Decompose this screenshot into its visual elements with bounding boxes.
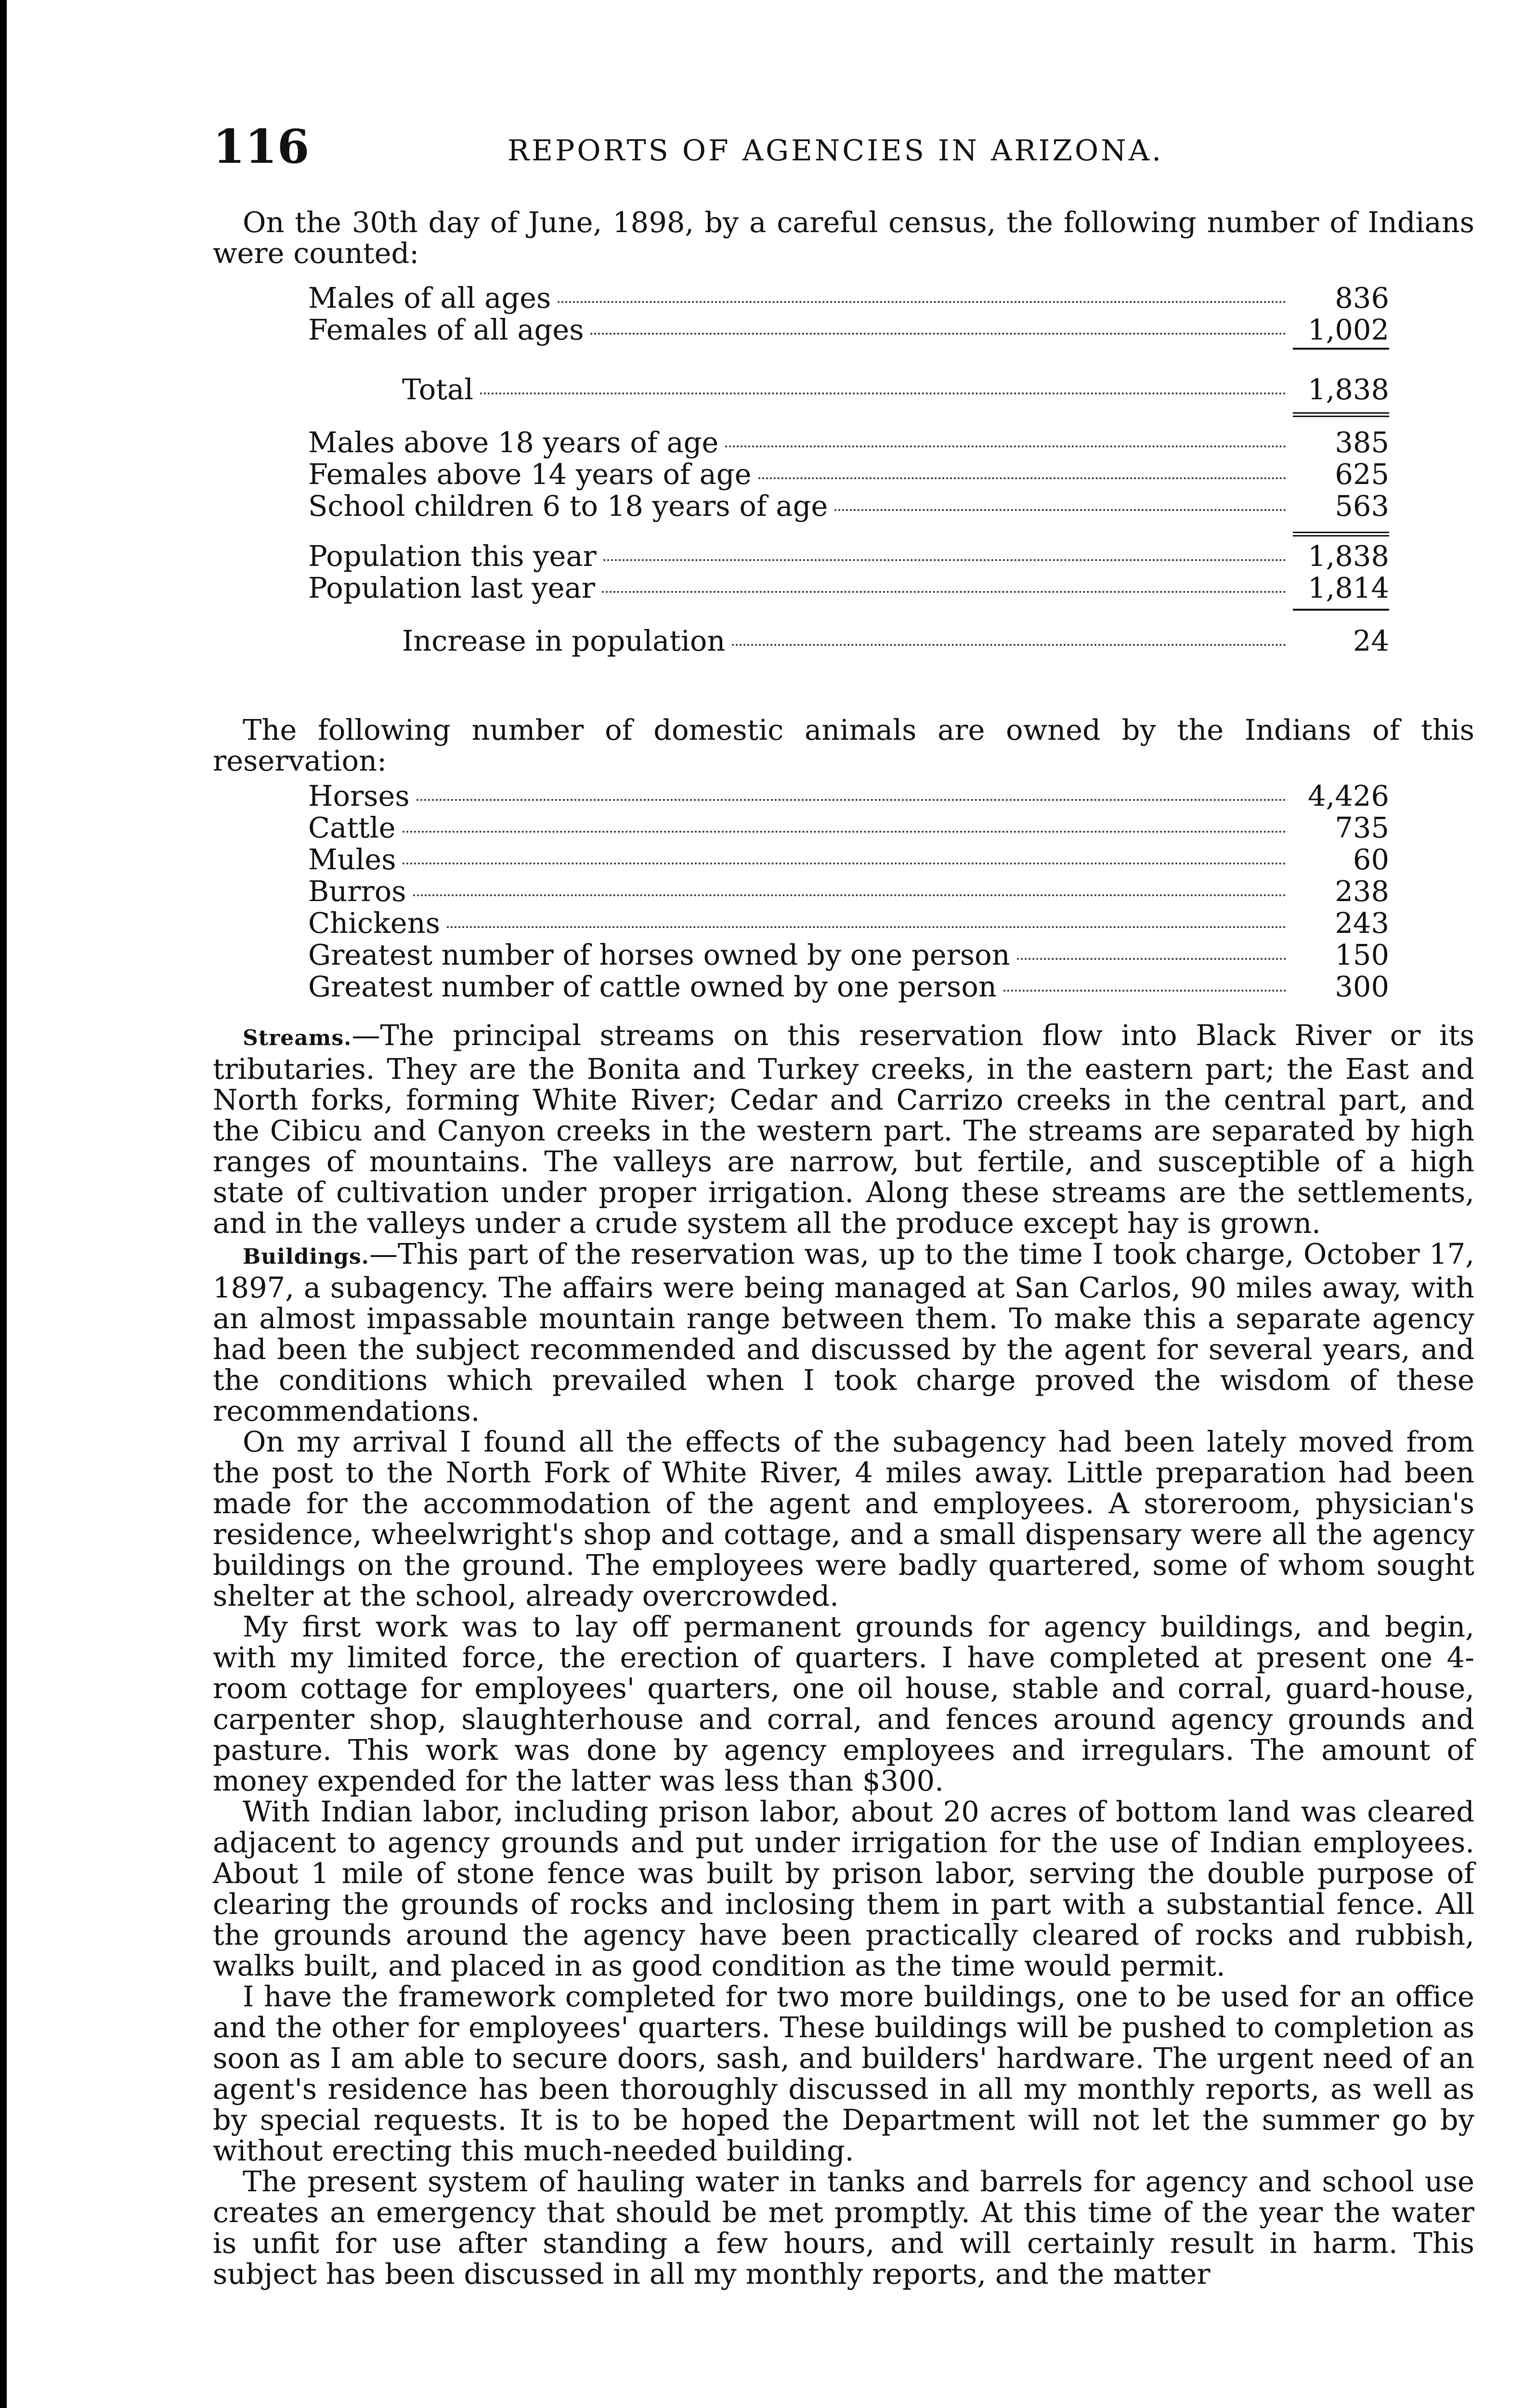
census-row (308, 314, 1389, 346)
animal-row (308, 939, 1389, 971)
leader-dots (558, 301, 1286, 303)
animal-label: Horses (308, 779, 410, 812)
double-rule (1293, 532, 1389, 537)
leader-dots (480, 393, 1286, 394)
page-header (213, 115, 1479, 177)
animal-label: Greatest number of horses owned by one person (308, 938, 1010, 971)
leader-dots (590, 333, 1286, 335)
row-label: Males above 18 years of age (308, 426, 719, 459)
row-value: 1,002 (1308, 313, 1389, 346)
animal-row (308, 876, 1389, 907)
row-label: Population last year (308, 571, 595, 604)
row-label: School children 6 to 18 years of age (308, 489, 828, 523)
leader-dots (834, 509, 1286, 511)
row-value: 385 (1335, 426, 1389, 459)
animal-value: 300 (1335, 970, 1389, 1003)
leader-dots (603, 559, 1286, 561)
animal-label: Cattle (308, 811, 396, 844)
animal-row (308, 812, 1389, 844)
leader-dots (758, 477, 1287, 479)
streams-paragraph (213, 1020, 1474, 1239)
animal-value: 243 (1335, 906, 1389, 940)
animal-label: Mules (308, 843, 396, 876)
census-table (308, 282, 1389, 657)
leader-dots (602, 591, 1286, 593)
row-value: 1,814 (1308, 571, 1389, 604)
sum-rule (1293, 348, 1389, 350)
page-number: 116 (213, 119, 310, 174)
leader-dots (725, 445, 1286, 447)
row-value: 563 (1335, 489, 1389, 523)
leader-dots (732, 644, 1286, 646)
census-total-row (308, 374, 1389, 406)
animal-label: Greatest number of cattle owned by one person (308, 970, 997, 1003)
animals-intro (213, 715, 1474, 776)
leader-dots (403, 863, 1286, 864)
leader-dots (413, 894, 1286, 896)
buildings-text: —This part of the reservation was, up to the time I took charge, October 17, 1897, a subagency. The affairs were being managed at San Carlos, 90 miles away, with an almost impassable mountain range between them. To make this a separate agency had been the subject recommended and discussed by the agent for several years, and the conditions which prevailed when I took charge proved the wisdom of these recommendations. (213, 1237, 1474, 1427)
animal-row (308, 844, 1389, 876)
row-value: 1,838 (1308, 373, 1389, 406)
animal-value: 238 (1335, 875, 1389, 908)
row-label: Females of all ages (308, 313, 584, 346)
buildings-heading: Buildings. (243, 1244, 369, 1269)
animal-label: Burros (308, 875, 406, 908)
scan-edge (0, 0, 7, 2408)
animal-value: 735 (1335, 811, 1389, 844)
first-work-paragraph: My first work was to lay off permanent grounds for agency buildings, and begin, with my limited force, the erection of quarters. I have completed at present one 4-room cottage for employees' quarters, one oil house, stable and corral, guard-house, carpenter shop, slaughterhouse and corral, and fences around agency grounds and pasture. This work was done by agency employees and irregulars. The amount of money expended for the latter was less than $300. (213, 1610, 1474, 1797)
leader-dots (403, 831, 1286, 833)
census-row (308, 572, 1389, 604)
animals-intro-text: The following number of domestic animals are owned by the Indians of this reservation: (213, 713, 1474, 777)
streams-heading: Streams. (243, 1026, 352, 1050)
streams-text: —The principal streams on this reservation flow into Black River or its tributaries. They are the Bonita and Turkey creeks, in the eastern part; the East and North forks, forming White River; Cedar and Carrizo creeks in the central part, and the Cibicu and Canyon creeks in the western part. The streams are separated by high ranges of mountains. The valleys are narrow, but fertile, and susceptible of a high state of cultivation under proper irrigation. Along these streams are the settlements, and in the valleys under a crude system all the produce except hay is grown. (213, 1019, 1474, 1240)
leader-dots (417, 799, 1286, 801)
animal-value: 60 (1353, 843, 1389, 876)
row-label: Males of all ages (308, 281, 551, 314)
census-row (308, 490, 1389, 522)
census-intro-text: On the 30th day of June, 1898, by a careful census, the following number of Indians were counted: (213, 206, 1474, 270)
animal-row (308, 971, 1389, 1003)
census-row (308, 282, 1389, 314)
leader-dots (1003, 990, 1286, 992)
row-label: Females above 14 years of age (308, 458, 752, 491)
row-label: Population this year (308, 539, 597, 573)
census-row (308, 458, 1389, 490)
census-intro (213, 207, 1474, 269)
leader-dots (1017, 958, 1286, 960)
running-head: REPORTS OF AGENCIES IN ARIZONA. (508, 134, 1164, 168)
row-label: Total (402, 373, 474, 406)
arrival-paragraph: On my arrival I found all the effects of the subagency had been lately moved from the post to the North Fork of White River, 4 miles away. Little preparation had been made for the accommodation of the agent and employees. A storeroom, physician's residence, wheelwright's shop and cottage, and a small dispensary were all the agency buildings on the ground. The employees were badly quartered, some of whom sought shelter at the school, already overcrowded. (213, 1425, 1474, 1612)
census-increase-row (308, 625, 1389, 657)
animal-row (308, 780, 1389, 812)
row-value: 1,838 (1308, 539, 1389, 573)
animal-value: 4,426 (1308, 779, 1389, 812)
animals-table (308, 780, 1389, 1003)
row-value: 836 (1335, 281, 1389, 314)
double-rule (1293, 412, 1389, 417)
animal-label: Chickens (308, 906, 440, 940)
water-paragraph: The present system of hauling water in tanks and barrels for agency and school use creates an emergency that should be met promptly. At this time of the year the water is unfit for use after standing a few hours, and will certainly result in harm. This subject has been discussed in all my monthly reports, and the matter (213, 2165, 1474, 2290)
row-label: Increase in population (402, 624, 726, 657)
buildings-paragraph (213, 1239, 1474, 1426)
animal-value: 150 (1335, 938, 1389, 971)
animal-row (308, 907, 1389, 939)
row-value: 24 (1353, 624, 1389, 657)
framework-paragraph: I have the framework completed for two more buildings, one to be used for an office and the other for employees' quarters. These buildings will be pushed to completion as soon as I am able to secure doors, sash, and builders' hardware. The urgent need of an agent's residence has been thoroughly discussed in all my monthly reports, as well as by special requests. It is to be hoped the Department will not let the summer go by without erecting this much-needed building. (213, 1980, 1474, 2167)
row-value: 625 (1335, 458, 1389, 491)
sum-rule (1293, 609, 1389, 611)
census-row (308, 540, 1389, 572)
census-row (308, 427, 1389, 458)
indian-labor-paragraph: With Indian labor, including prison labor, about 20 acres of bottom land was cleared adjacent to agency grounds and put under irrigation for the use of Indian employees. About 1 mile of stone fence was built by prison labor, serving the double purpose of clearing the grounds of rocks and inclosing them in part with a substantial fence. All the grounds around the agency have been practically cleared of rocks and rubbish, walks built, and placed in as good condition as the time would permit. (213, 1795, 1474, 1982)
report-body (213, 1020, 1474, 2290)
leader-dots (447, 926, 1286, 928)
